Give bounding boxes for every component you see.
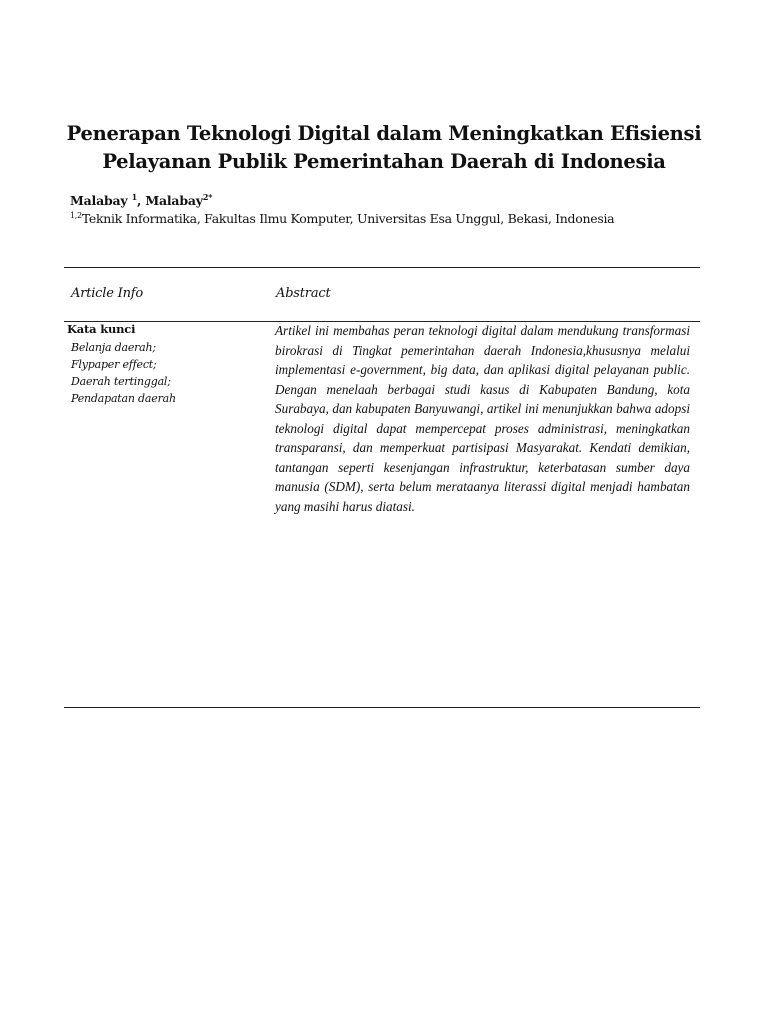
author-2-name: Malabay <box>145 193 203 209</box>
author-1-name: Malabay <box>70 193 128 209</box>
top-rule <box>64 267 700 268</box>
keywords-list <box>71 339 176 407</box>
abstract-heading: Abstract <box>276 286 331 301</box>
paper-title-line-2: Pelayanan Publik Pemerintahan Daerah di Indonesia <box>102 150 666 173</box>
affiliation <box>70 211 614 226</box>
abstract-text: Artikel ini membahas peran teknologi digital dalam mendukung transformasi birokrasi di Tingkat pemerintahan daerah Indonesia,khususnya melalui implementasi e-government, big data, dan aplikasi digital pelayanan public. Dengan menelaah berbagai studi kasus di Kabupaten Bandung, kota Surabaya, dan kabupaten Banyuwangi, artikel ini menunjukkan bahwa adopsi teknologi digital dapat mempercepat proses administrasi, meningkatkan transparansi, dan memperkuat partisipasi Masyarakat. Kendati demikian, tantangan seperti kesenjangan infrastruktur, keterbatasan sumber daya manusia (SDM), serta belum merataanya literassi digital menjadi hambatan yang masihi harus diatasi. <box>275 323 690 514</box>
author-1-sup: 1 <box>131 192 138 202</box>
author-separator: , <box>137 193 146 209</box>
keyword-item: Daerah tertinggal; <box>71 375 171 388</box>
keywords-heading: Kata kunci <box>67 322 136 336</box>
bottom-rule <box>64 707 700 708</box>
author-2-sup: 2* <box>202 192 213 202</box>
keyword-item: Flypaper effect; <box>71 358 157 371</box>
article-info-heading: Article Info <box>71 286 143 301</box>
paper-title <box>60 120 708 176</box>
author-list <box>70 192 212 208</box>
keyword-item: Belanja daerah; <box>71 341 156 354</box>
keyword-item: Pendapatan daerah <box>71 392 176 405</box>
affiliation-sup: 1,2 <box>70 211 82 220</box>
paper-title-line-1: Penerapan Teknologi Digital dalam Meningkatkan Efisiensi <box>66 122 702 145</box>
affiliation-text: Teknik Informatika, Fakultas Ilmu Komputer, Universitas Esa Unggul, Bekasi, Indonesia <box>81 211 615 227</box>
